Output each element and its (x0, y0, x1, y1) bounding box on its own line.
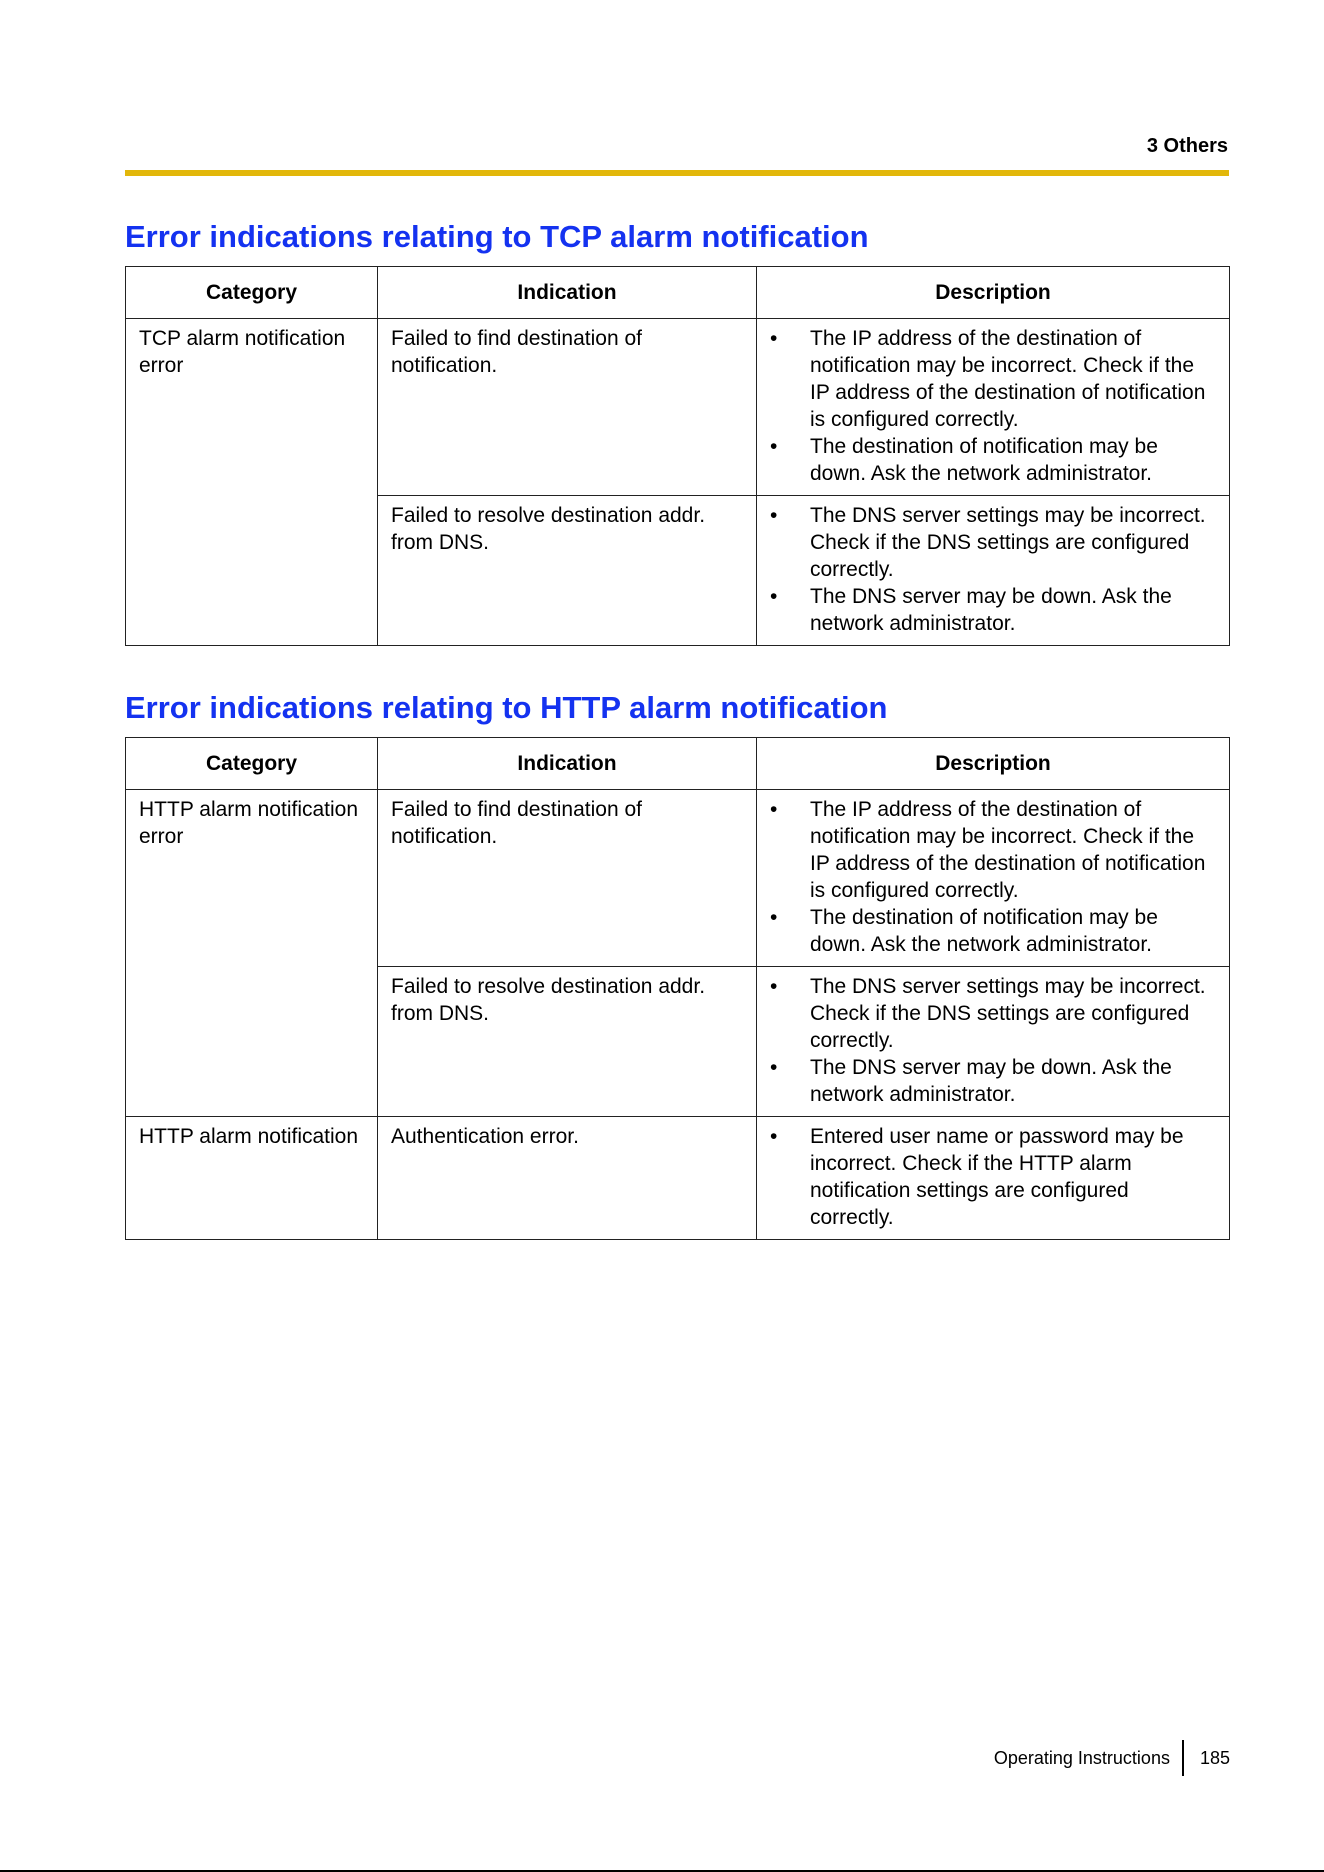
description-text: The DNS server settings may be incorrect. Check if the DNS settings are configured correctly. (810, 975, 1206, 1052)
table-row (126, 790, 1230, 967)
bullet-icon: • (770, 1125, 778, 1148)
page-footer (994, 1740, 1230, 1776)
description-item (770, 1123, 1216, 1231)
table-header-row (126, 267, 1230, 319)
section-title-http: Error indications relating to HTTP alarm notification (125, 690, 888, 725)
description-text: The DNS server may be down. Ask the network administrator. (810, 1056, 1172, 1106)
description-cell (757, 496, 1230, 646)
description-item (770, 973, 1216, 1054)
bullet-icon: • (770, 504, 778, 527)
bullet-icon: • (770, 1056, 778, 1079)
category-cell: TCP alarm notification error (126, 319, 378, 646)
column-header-description: Description (757, 738, 1230, 790)
category-cell: HTTP alarm notification (126, 1117, 378, 1240)
indication-cell: Failed to find destination of notification. (378, 790, 757, 967)
bullet-icon: • (770, 327, 778, 350)
bullet-icon: • (770, 585, 778, 608)
indication-cell: Failed to find destination of notification. (378, 319, 757, 496)
document-title: Operating Instructions (993, 1747, 1170, 1768)
bullet-icon: • (770, 975, 778, 998)
column-header-category: Category (126, 267, 378, 319)
description-item (770, 904, 1216, 958)
description-text: The IP address of the destination of notification may be incorrect. Check if the IP address of the destination of notification is configured correctly. (810, 327, 1206, 431)
description-item (770, 796, 1216, 904)
tcp-error-table (125, 266, 1230, 646)
description-text: The DNS server may be down. Ask the network administrator. (810, 585, 1172, 635)
chapter-label: 3 Others (1146, 135, 1228, 157)
description-text: The DNS server settings may be incorrect. Check if the DNS settings are configured correctly. (810, 504, 1206, 581)
description-text: The destination of notification may be down. Ask the network administrator. (810, 906, 1158, 956)
description-text: The destination of notification may be down. Ask the network administrator. (810, 435, 1158, 485)
footer-divider (1182, 1740, 1184, 1776)
description-text: Entered user name or password may be incorrect. Check if the HTTP alarm notification settings are configured correctly. (810, 1125, 1184, 1229)
description-text: The IP address of the destination of notification may be incorrect. Check if the IP address of the destination of notification is configured correctly. (810, 798, 1206, 902)
indication-cell: Failed to resolve destination addr. from DNS. (378, 496, 757, 646)
table-header-row (126, 738, 1230, 790)
column-header-indication: Indication (378, 738, 757, 790)
column-header-description: Description (757, 267, 1230, 319)
column-header-indication: Indication (378, 267, 757, 319)
indication-cell: Authentication error. (378, 1117, 757, 1240)
description-item (770, 325, 1216, 433)
category-cell: HTTP alarm notification error (126, 790, 378, 1117)
header-rule (125, 170, 1229, 176)
description-item (770, 1054, 1216, 1108)
table-row (126, 319, 1230, 496)
page-number: 185 (1199, 1747, 1230, 1768)
indication-cell: Failed to resolve destination addr. from DNS. (378, 967, 757, 1117)
description-cell (757, 1117, 1230, 1240)
table-row (126, 1117, 1230, 1240)
bullet-icon: • (770, 798, 778, 821)
http-error-table (125, 737, 1230, 1240)
description-item (770, 433, 1216, 487)
section-title-tcp: Error indications relating to TCP alarm notification (125, 219, 869, 254)
bullet-icon: • (770, 435, 778, 458)
description-cell (757, 967, 1230, 1117)
description-item (770, 583, 1216, 637)
description-cell (757, 790, 1230, 967)
column-header-category: Category (126, 738, 378, 790)
description-cell (757, 319, 1230, 496)
description-item (770, 502, 1216, 583)
bullet-icon: • (770, 906, 778, 929)
